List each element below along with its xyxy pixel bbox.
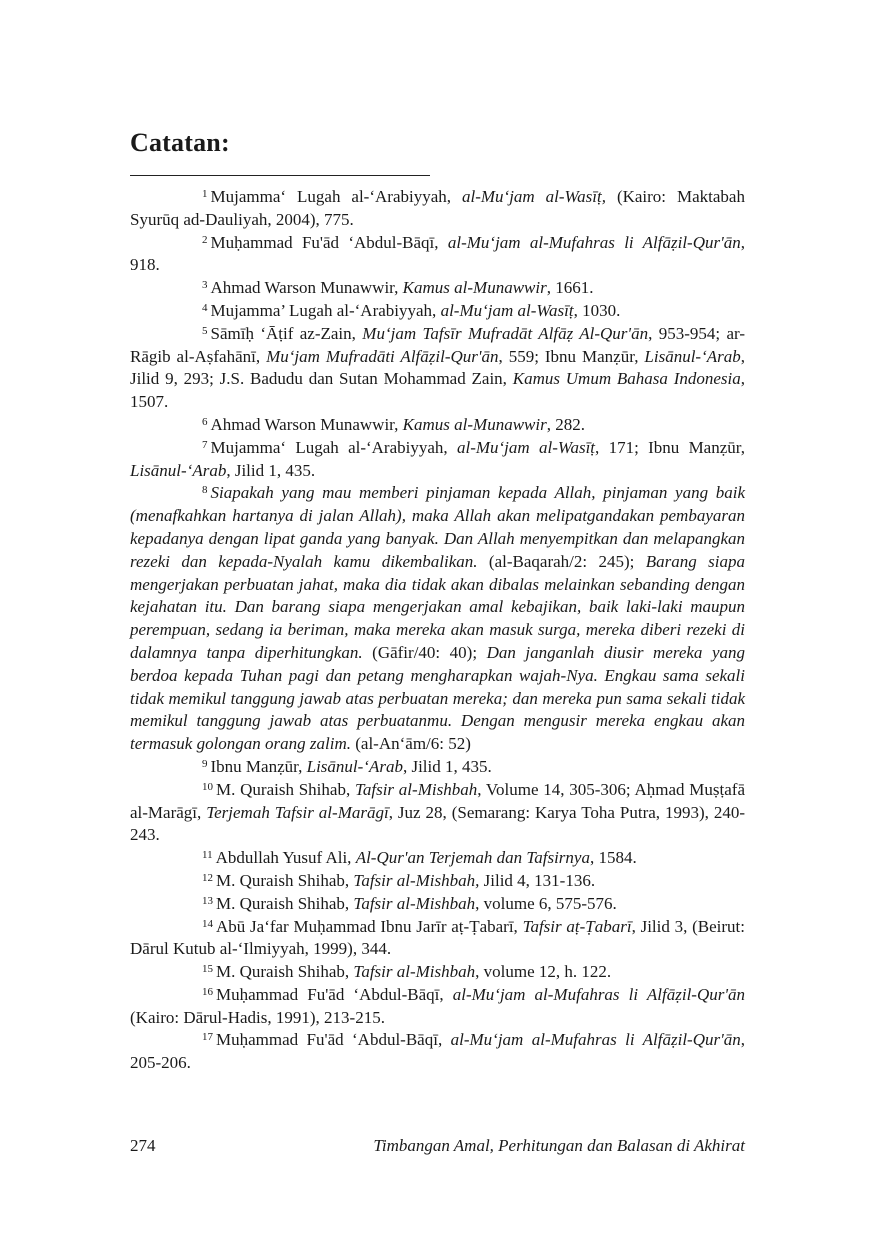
footnote-7 <box>130 437 745 483</box>
footnote-3 <box>130 277 745 300</box>
footnote-number: 17 <box>202 1031 213 1044</box>
footnote-text: M. Quraish Shihab, <box>216 870 354 890</box>
footnote-text: , 1030. <box>573 300 621 320</box>
footnote-text: , Jilid 1, 435. <box>402 756 492 776</box>
footnote-text: Abū Ja‘far Muḥammad Ibnu Jarīr aṭ-Ṭabarī, <box>216 916 523 936</box>
footnote-13 <box>130 893 745 916</box>
footnote-italic-text: Barang siapa mengerjakan perbuatan jahat, maka dia tidak akan dibalas melainkan sebanding dengan kejahatan itu. Dan barang siapa mengerjakan amal kebajikan, baik laki-laki maupun perempuan, sedang ia beriman, maka mereka akan masuk surga, mereka diberi rezeki di dalamnya tanpa diperhitungkan. <box>130 551 745 662</box>
footnote-text: (Kairo: Dārul-Hadis, 1991), 213-215. <box>130 1007 385 1027</box>
footnote-14 <box>130 916 745 962</box>
footnote-text: , 559; Ibnu Manẓūr, <box>498 346 645 366</box>
footnote-italic-text: Mu‘jam Tafsīr Mufradāt Alfāẓ Al-Qur'ān <box>362 323 649 343</box>
footnote-number: 6 <box>202 415 208 428</box>
footnote-text: , 1584. <box>589 848 637 868</box>
footnote-number: 1 <box>202 188 208 200</box>
footnote-italic-text: Terjemah Tafsir al-Marāgī <box>206 802 389 822</box>
footnote-6 <box>130 414 745 437</box>
footnote-5 <box>130 323 745 414</box>
footnote-text: Ibnu Manẓūr, <box>210 756 307 776</box>
footnote-number: 4 <box>202 301 208 314</box>
footnote-text: Ahmad Warson Munawwir, <box>210 278 403 298</box>
footnote-9 <box>130 756 745 779</box>
footnote-italic-text: Kamus al-Munawwir <box>402 278 547 298</box>
footnote-italic-text: Tafsir al-Mishbah <box>353 893 476 913</box>
footnote-italic-text: Lisānul-‘Arab <box>306 756 403 776</box>
footnote-number: 7 <box>202 438 208 451</box>
footnote-text: , Jilid 1, 435. <box>226 460 316 480</box>
footnote-italic-text: al-Mu‘jam al-Mufahras li Alfāẓil-Qur'ān <box>447 232 741 252</box>
footnote-number: 2 <box>202 233 208 246</box>
footnote-text: (Gāfir/40: 40); <box>362 642 487 662</box>
footnote-number: 15 <box>202 963 213 976</box>
footnote-number: 9 <box>202 757 208 770</box>
footnote-italic-text: Lisānul-‘Arab <box>644 346 741 366</box>
footnote-15 <box>130 961 745 984</box>
footnote-text: , 918. <box>130 232 745 275</box>
footnote-italic-text: al-Mu‘jam al-Wasīṭ <box>440 300 574 320</box>
footnote-text: , 205-206. <box>130 1030 745 1073</box>
running-title: Timbangan Amal, Perhitungan dan Balasan di Akhirat <box>373 1136 745 1155</box>
footnote-text: Jilid 4, 131-136. <box>479 870 596 890</box>
footnote-italic-text: Kamus al-Munawwir <box>402 414 547 434</box>
footnote-italic-text: Tafsir al-Mishbah <box>353 962 476 982</box>
footnote-italic-text: Tafsir al-Mishbah <box>354 779 478 799</box>
footnote-number: 3 <box>202 279 208 292</box>
footnote-italic-text: Tafsir al-Mishbah, <box>353 870 480 890</box>
footnote-number: 10 <box>202 780 213 793</box>
footnote-text: (al-Baqarah/2: 245); <box>477 551 646 571</box>
footnote-text: Muḥammad Fu'ād ‘Abdul-Bāqī, <box>216 984 453 1004</box>
footnote-text: Muḥammad Fu'ād ‘Abdul-Bāqī, <box>216 1030 451 1050</box>
footnote-text: M. Quraish Shihab, <box>216 779 355 799</box>
footnote-17 <box>130 1029 745 1075</box>
footnote-2 <box>130 232 745 278</box>
heading-divider <box>130 175 430 176</box>
footnote-12 <box>130 870 745 893</box>
footnote-text: , 282. <box>546 414 585 434</box>
footnote-text: Mujamma‘ Lugah al-‘Arabiyyah, <box>210 437 457 457</box>
footnote-text: , Juz 28, (Semarang: Karya Toha Putra, 1993), 240-243. <box>130 802 745 845</box>
footnote-text: Sāmīḥ ‘Āṭif az-Zain, <box>210 323 363 343</box>
footnote-italic-text: Mu‘jam Mufradāti Alfāẓil-Qur'ān <box>266 346 499 366</box>
footnote-italic-text: Siapakah yang mau memberi pinjaman kepada Allah, pinjaman yang baik (menafkahkan hartanya di jalan Allah), maka Allah akan melipatgandakan pembayaran kepadanya dengan lipat ganda yang banyak. Dan Allah menyempitkan dan melapangkan rezeki dan kepada-Nyalah kamu dikembalikan. <box>130 483 745 571</box>
footnote-16 <box>130 984 745 1030</box>
footnote-11 <box>130 847 745 870</box>
footnote-italic-text: al-Mu‘jam al-Mufahras li Alfāẓil-Qur'ān <box>452 984 745 1004</box>
footnote-text: Mujamma‘ Lugah al-‘Arabiyyah, <box>210 187 462 206</box>
footnote-number: 5 <box>202 324 208 337</box>
footnote-italic-text: Dan janganlah diusir mereka yang berdoa kepada Tuhan pagi dan petang mengharapkan wajah-Nya. Engkau sama sekali tidak memikul tanggung jawab atas perbuatan mereka; dan mereka pun sama sekali tidak memikul tanggung jawab atas perbuatanmu. Dengan mengusir mereka engkau akan termasuk golongan orang zalim. <box>130 642 745 754</box>
footnote-text: , 1507. <box>130 369 745 412</box>
footnote-text: (Kairo: Maktabah Syurūq ad-Dauliyah, 2004), 775. <box>130 187 745 229</box>
footnote-4 <box>130 300 745 323</box>
notes-heading: Catatan: <box>130 128 230 157</box>
footnote-10 <box>130 779 745 847</box>
footnote-text: , 171; Ibnu Manẓūr, <box>595 437 745 457</box>
footnote-text: Ahmad Warson Munawwir, <box>210 414 403 434</box>
page-number: 274 <box>130 1136 156 1155</box>
footnote-text: Abdullah Yusuf Ali, <box>215 848 356 868</box>
footnote-number: 12 <box>202 871 213 884</box>
footnotes-list <box>130 186 745 1075</box>
footnote-text: , volume 6, 575-576. <box>475 893 617 913</box>
footnote-italic-text: al-Mu‘jam al-Mufahras li Alfāẓil-Qur'ān <box>450 1030 741 1050</box>
footnote-8 <box>130 482 745 756</box>
footnote-text: , Jilid 3, (Beirut: Dārul Kutub al-‘Ilmiyyah, 1999), 344. <box>130 916 746 959</box>
footnote-italic-text: al-Mu‘jam al-Wasīṭ <box>456 437 596 457</box>
footnote-text: , Jilid 9, 293; J.S. Badudu dan Sutan Mohammad Zain, <box>130 346 745 389</box>
footnote-italic-text: Kamus Umum Bahasa Indonesia <box>512 369 741 389</box>
footnote-text: , volume 12, h. 122. <box>475 962 612 982</box>
footnote-text: , 1661. <box>546 278 594 298</box>
footnote-number: 16 <box>202 985 213 998</box>
footnote-text: M. Quraish Shihab, <box>216 893 354 913</box>
footnote-text: (al-An‘ām/6: 52) <box>351 734 471 754</box>
footnote-italic-text: Lisānul-‘Arab <box>130 460 227 480</box>
footnote-text: , 953-954; ar-Rāgib al-Aṣfahānī, <box>130 323 746 366</box>
footnote-text: , Volume 14, 305-306; Aḥmad Muṣṭafā al-Marāgī, <box>130 779 745 822</box>
footnote-number: 11 <box>202 849 213 862</box>
footnote-number: 8 <box>202 484 208 497</box>
page-footer <box>130 1136 745 1156</box>
footnote-text: Muḥammad Fu'ād ‘Abdul-Bāqī, <box>210 232 448 252</box>
footnote-1 <box>130 186 745 232</box>
footnote-italic-text: Al-Qur'an Terjemah dan Tafsirnya <box>355 848 590 868</box>
footnote-number: 13 <box>202 894 213 907</box>
footnote-text: Mujamma’ Lugah al-‘Arabiyyah, <box>210 300 441 320</box>
footnote-italic-text: al-Mu‘jam al-Wasīṭ, <box>461 187 606 206</box>
footnote-italic-text: Tafsir aṭ-Ṭabarī <box>522 916 632 936</box>
footnote-text: M. Quraish Shihab, <box>216 962 354 982</box>
footnote-number: 14 <box>202 917 213 930</box>
